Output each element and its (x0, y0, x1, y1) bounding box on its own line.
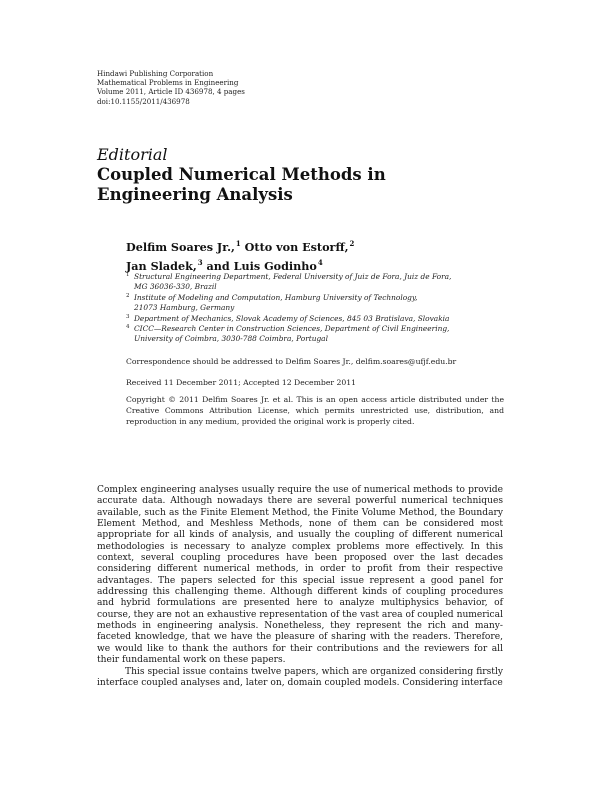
volume-info: Volume 2011, Article ID 436978, 4 pages (97, 87, 245, 97)
body-paragraph: Complex engineering analyses usually require the use of numerical methods to provide accurate data. Although nowadays there are several powerful numerical techniques available, such as the Finite Element Method, the Finite Volume Method, the Boundary Element Method, and Meshless Methods, none of them can be considered most appropriate for all kinds of analysis, and usually the coupling of different numerical methodologies is necessary to analyze complex problems more effectively. In this context, several coupling procedures have been proposed over the last decades considering different numerical methods, in order to profit from their respective advantages. The papers selected for this special issue represent a good panel for addressing this challenging theme. Although different kinds of coupling procedures and hybrid formulations are presented here to analyze multiphysics behavior, of course, they are not an exhaustive representation of the vast area of coupled numerical methods in engineering analysis. Nonetheless, they represent the rich and many-faceted knowledge, that we have the pleasure of sharing with the readers. Therefore, we would like to thank the authors for their contributions and the reviewers for all their fundamental work on these papers. (97, 485, 503, 666)
author-name: Jan Sladek, (126, 259, 197, 273)
affiliation-list (126, 272, 451, 345)
author-list (126, 236, 354, 274)
journal-name: Mathematical Problems in Engineering (97, 78, 239, 88)
affiliation: 3 Department of Mechanics, Slovak Academy of Sciences, 845 03 Bratislava, Slovakia (126, 313, 450, 323)
article-body (97, 485, 503, 689)
affiliation: 4 CICC—Research Center in Construction Sciences, Department of Civil Engineering, University of Coimbra, 3030-788 Coimbra, Portugal (126, 324, 450, 344)
body-paragraph: This special issue contains twelve papers, which are organized considering firstly interface coupled analyses and, later on, domain coupled models. Considering interface (97, 666, 503, 688)
publisher: Hindawi Publishing Corporation (97, 69, 214, 78)
author-affiliation-mark: 1 (235, 239, 241, 248)
copyright-notice: Copyright © 2011 Delfim Soares Jr. et al. This is an open access article distributed under the Creative Commons Attribution License, which permits unrestricted use, distribution, and reproduction in any medium, provided the original work is properly cited. (126, 395, 504, 426)
author-affiliation-mark: 2 (349, 239, 355, 248)
author-affiliation-mark: 3 (197, 258, 203, 267)
received-dates: Received 11 December 2011; Accepted 12 December 2011 (126, 378, 357, 387)
article-title (97, 165, 386, 205)
affiliation-number: 4 (126, 324, 130, 331)
author-line-1 (126, 236, 354, 255)
affiliation: 1 Structural Engineering Department, Federal University of Juiz de Fora, Juiz de Fora, MG 36036-330, Brazil (126, 272, 452, 292)
author-affiliation-mark: 4 (317, 258, 323, 267)
author-name: Otto von Estorff, (244, 240, 349, 254)
author-name: Delfim Soares Jr., (126, 240, 235, 254)
journal-header (97, 69, 245, 106)
title-line-2: Engineering Analysis (97, 185, 293, 204)
title-line-1: Coupled Numerical Methods in (97, 165, 386, 184)
article-category: Editorial (97, 145, 168, 164)
affiliation-number: 1 (126, 272, 130, 278)
affiliation: 2 Institute of Modeling and Computation, Hamburg University of Technology, 21073 Hamburg, Germany (126, 292, 418, 313)
correspondence-note: Correspondence should be addressed to Delfim Soares Jr., delfim.soares@ufjf.edu.br (126, 357, 457, 366)
author-name: and Luis Godinho (206, 259, 317, 273)
affiliation-number: 2 (126, 292, 130, 299)
doi[interactable]: doi:10.1155/2011/436978 (97, 96, 190, 106)
affiliation-number: 3 (126, 313, 130, 320)
